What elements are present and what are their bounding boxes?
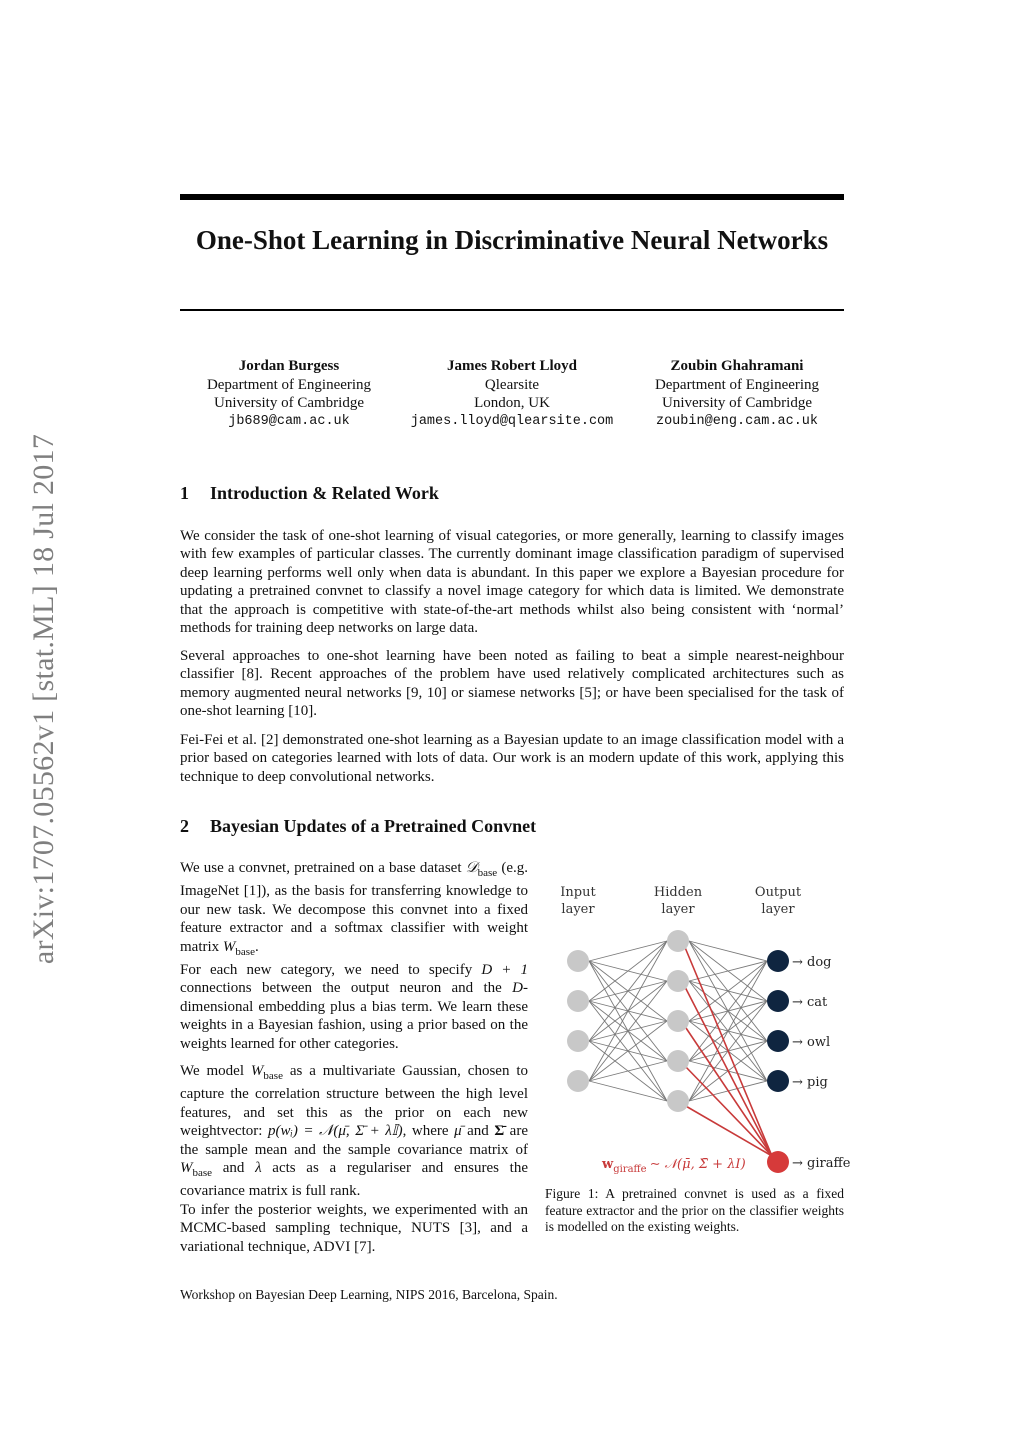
page-footer: Workshop on Bayesian Deep Learning, NIPS 2016, Barcelona, Spain. [180, 1287, 558, 1302]
input-hidden-edge [589, 941, 667, 961]
method-paragraph-2: For each new category, we need to specify D + 1 connections between the output neuron and the D-dimensional embedding plus a bias term. We learn these weights in a Bayesian fashion, using a prior based on the weights learned for other categories. [180, 962, 528, 1052]
math-weight-matrix: W [250, 1063, 264, 1079]
author-affiliation: University of Cambridge [662, 395, 812, 411]
intro-paragraph-2: Several approaches to one-shot learning have been noted as failing to beat a simple nearest-neighbour classifier [8]. Recent approaches of the problem have used relatively complicated architectures such as memory augmented neural networks [9, 10] or siamese networks [5]; or have been specialised for the task of one-shot learning [10]. [180, 648, 844, 720]
input-hidden-edge [589, 1021, 667, 1081]
author-2 [400, 357, 624, 431]
input-hidden-edge [589, 941, 667, 1081]
hidden-neuron [667, 1010, 689, 1032]
method-paragraph-1: We use a convnet, pretrained on a base dataset 𝒟$_{base}$ (e.g. ImageNet [1]), as the basis for transferring knowledge to our new task. We decompose this convnet into a fixed feature extractor and a softmax classifier with weight matrix $W_{base}$. [180, 860, 528, 958]
neuron-nodes [567, 930, 789, 1173]
output-neuron [767, 1070, 789, 1092]
hidden-output-edge [689, 961, 767, 1061]
section-number: 2 [180, 816, 189, 836]
author-name: Jordan Burgess [238, 358, 340, 374]
hidden-layer-label: Hidden [653, 885, 703, 900]
section-2-heading [180, 815, 536, 837]
input-hidden-edge [589, 1081, 667, 1101]
math-prior-equation: p(wᵢ) = 𝒩(μ̄, Σ̄ + λ𝕀) [268, 1123, 403, 1140]
math-dimension: D + 1 [481, 962, 528, 978]
class-label-owl: → owl [792, 1035, 831, 1050]
input-neuron [567, 950, 589, 972]
hidden-neuron [667, 1090, 689, 1112]
section-title: Introduction & Related Work [210, 483, 439, 503]
title-rule-top [180, 194, 844, 200]
input-neuron [567, 1030, 589, 1052]
class-label-dog: → dog [792, 955, 832, 970]
hidden-output-edge [689, 961, 767, 981]
new-weight-symbol: w [602, 1157, 614, 1172]
method-paragraph-3: We model $W_{base}$ as a multivariate Gaussian, chosen to capture the correlation structure between the high level features, and set this as the prior on each new weightvector: p(wᵢ) = 𝒩(μ̄, Σ̄ + λ𝕀), where μ̄ and Σ̄ are the sample mean and the sample covariance matrix of $W_{base}$ and λ acts as a regulariser and ensures the covariance matrix is full rank. [180, 1063, 529, 1200]
math-mean: μ̄ [454, 1123, 462, 1140]
paper-title: One-Shot Learning in Discriminative Neural Networks [195, 225, 829, 255]
new-weight-prior: ∼ 𝒩(μ̄, Σ̄ + λI) [649, 1157, 746, 1172]
author-3 [626, 357, 848, 431]
math-lambda: λ [255, 1160, 262, 1177]
class-label-pig: → pig [792, 1075, 828, 1090]
input-neuron [567, 990, 589, 1012]
section-1-heading [180, 482, 439, 504]
class-labels [792, 955, 851, 1171]
author-email: zoubin@eng.cam.ac.uk [655, 413, 819, 429]
author-email: jb689@cam.ac.uk [228, 413, 350, 429]
arxiv-identifier: arXiv:1707.05562v1 [stat.ML] 18 Jul 2017 [27, 433, 60, 965]
author-email: james.lloyd@qlearsite.com [410, 413, 614, 429]
author-affiliation: London, UK [474, 395, 550, 411]
hidden-output-edge [689, 941, 767, 961]
class-label-giraffe: → giraffe [792, 1156, 851, 1171]
hidden-layer-label: layer [661, 902, 695, 917]
input-hidden-edge [589, 941, 667, 1041]
section-number: 1 [180, 483, 189, 503]
new-weight-label [601, 1157, 746, 1175]
author-affiliation: Department of Engineering [206, 376, 372, 393]
class-label-cat: → cat [792, 995, 828, 1010]
input-hidden-edge [589, 941, 667, 1001]
author-affiliation: Qlearsite [484, 376, 540, 393]
author-block [180, 357, 844, 437]
intro-paragraph-3: Fei-Fei et al. [2] demonstrated one-shot learning as a Bayesian update to an image classification model with a prior based on categories learned with lots of data. Our work is an modern update of this work, applying this technique to deep convolutional networks. [180, 732, 844, 785]
new-weight-subscript: giraffe [613, 1164, 647, 1175]
method-paragraph-4: To infer the posterior weights, we experimented with an MCMC-based sampling technique, NUTS [3], and a variational technique, ADVI [7]. [180, 1202, 528, 1255]
author-affiliation: Department of Engineering [654, 376, 820, 393]
figure-caption: Figure 1: A pretrained convnet is used as a fixed feature extractor and the prior on the classifier weights is modelled on the existing weights. [545, 1186, 844, 1235]
input-hidden-edge [589, 981, 667, 1081]
math-covariance: Σ̄ [494, 1123, 505, 1140]
author-affiliation: University of Cambridge [214, 395, 364, 411]
hidden-neuron [667, 1050, 689, 1072]
output-layer-label: Output [754, 885, 802, 900]
output-layer-label: layer [761, 902, 795, 917]
section-title: Bayesian Updates of a Pretrained Convnet [210, 816, 537, 836]
input-neuron [567, 1070, 589, 1092]
author-1 [180, 357, 398, 431]
input-layer-label: Input [560, 885, 596, 900]
hidden-neuron [667, 970, 689, 992]
output-neuron [767, 1030, 789, 1052]
output-neuron [767, 950, 789, 972]
author-name: Zoubin Ghahramani [670, 358, 804, 374]
hidden-output-edge [689, 961, 767, 1101]
math-dimension: D [512, 980, 523, 997]
math-weight-matrix: W [180, 1160, 193, 1177]
author-name: James Robert Lloyd [447, 358, 577, 374]
title-rule-bottom [180, 309, 844, 311]
math-dataset: 𝒟 [465, 860, 478, 876]
network-diagram [545, 870, 865, 1190]
input-layer-label: layer [561, 902, 595, 917]
hidden-output-edge [689, 961, 767, 1021]
math-weight-matrix: W [222, 938, 236, 955]
intro-paragraph-1: We consider the task of one-shot learning of visual categories, or more generally, learning to classify images with few examples of particular classes. The currently dominant image classification paradigm of supervised deep learning performs well only when data is abundant. In this paper we explore a Bayesian procedure for updating a pretrained convnet to classify a novel image category for which data is limited. We demonstrate that the approach is competitive with state-of-the-art methods whilst also being consistent with ‘normal’ methods for training deep networks on large data. [180, 528, 844, 637]
hidden-neuron [667, 930, 689, 952]
input-hidden-edge [589, 1061, 667, 1081]
output-neuron [767, 990, 789, 1012]
giraffe-neuron [767, 1151, 789, 1173]
